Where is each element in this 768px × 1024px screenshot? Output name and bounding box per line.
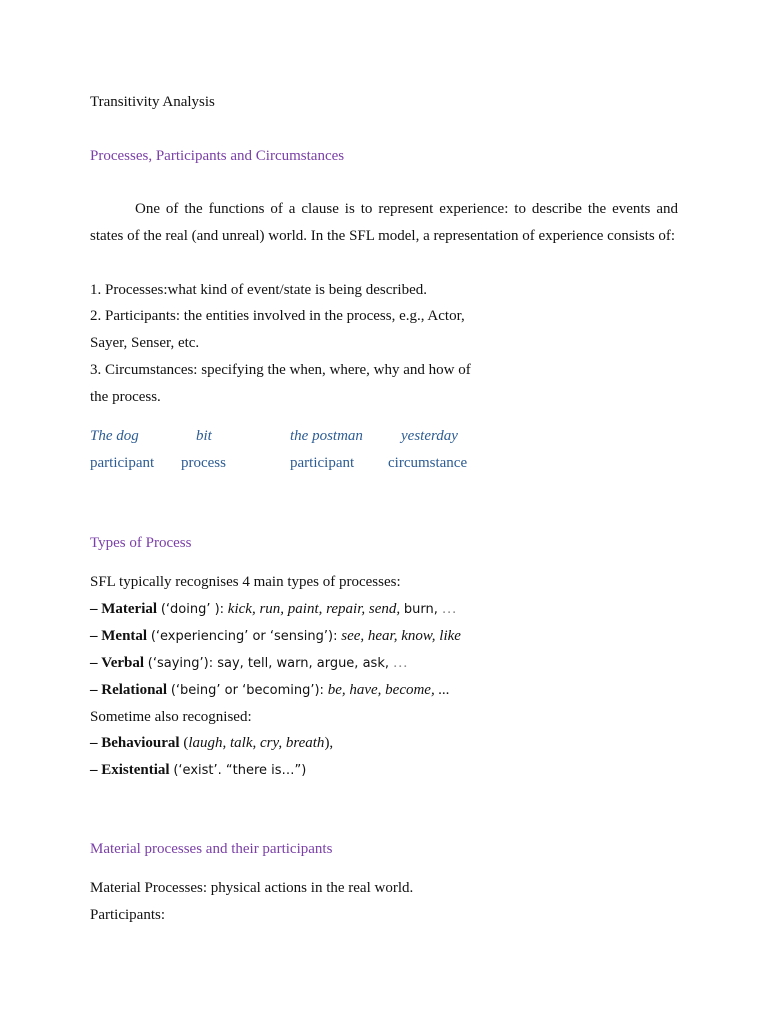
dash: – <box>90 735 98 751</box>
type-examples-relational: be, have, become, ... <box>327 682 450 698</box>
type-name-behavioural: Behavioural <box>101 735 180 751</box>
type-material <box>90 599 457 620</box>
types-intro: SFL typically recognises 4 main types of processes: <box>90 574 401 590</box>
type-mental <box>90 626 461 647</box>
type-examples-material: kick, run, paint, repair, send, <box>227 601 401 617</box>
document-title: Transitivity Analysis <box>90 94 215 110</box>
dash: – <box>90 762 98 778</box>
dash: – <box>90 601 98 617</box>
dash: – <box>90 682 98 698</box>
ellipsis: … <box>441 601 457 617</box>
example-role-participant-2: participant <box>290 455 355 471</box>
type-gloss-existential: (‘exist’. “there is…”) <box>173 763 307 778</box>
type-existential <box>90 760 306 781</box>
material-description: Material Processes: physical actions in the real world. <box>90 880 414 896</box>
section-heading-types: Types of Process <box>90 535 192 551</box>
type-gloss-material: (‘doing’ ): <box>160 602 225 617</box>
type-name-relational: Relational <box>101 682 168 698</box>
list-item-participants-cont: Sayer, Senser, etc. <box>90 335 200 351</box>
list-item-processes: 1. Processes:what kind of event/state is being described. <box>90 282 428 298</box>
ellipsis: … <box>392 655 408 671</box>
sometimes-recognised: Sometime also recognised: <box>90 709 252 725</box>
example-word-yesterday: yesterday <box>401 428 458 444</box>
example-role-process: process <box>181 455 226 471</box>
type-relational <box>90 680 450 701</box>
example-word-bit: bit <box>196 428 212 444</box>
type-extra-material: burn, <box>403 602 438 617</box>
type-examples-behavioural: laugh, talk, cry, breath <box>188 735 325 751</box>
type-behavioural <box>90 733 333 753</box>
type-name-verbal: Verbal <box>101 655 145 671</box>
paren-close: ), <box>324 735 334 751</box>
intro-paragraph <box>90 196 678 249</box>
dash: – <box>90 628 98 644</box>
section-heading-processes: Processes, Participants and Circumstances <box>90 148 345 164</box>
participants-label: Participants: <box>90 907 165 923</box>
paren-open: ( <box>183 735 189 751</box>
list-item-circumstances: 3. Circumstances: specifying the when, where, why and how of <box>90 362 471 378</box>
example-role-participant-1: participant <box>90 455 155 471</box>
type-gloss-mental: (‘experiencing’ or ‘sensing’): <box>150 629 338 644</box>
type-verbal <box>90 653 408 674</box>
list-item-circumstances-cont: the process. <box>90 389 161 405</box>
type-name-material: Material <box>101 601 158 617</box>
type-examples-mental: see, hear, know, like <box>341 628 461 644</box>
type-gloss-verbal: (‘saying’): say, tell, warn, argue, ask, <box>147 656 389 671</box>
example-role-circumstance: circumstance <box>388 455 468 471</box>
intro-paragraph-text: One of the functions of a clause is to represent experience: to describe the events and states of the real (and unreal) world. In the SFL model, a representation of experience consists of: <box>90 201 678 244</box>
dash: – <box>90 655 98 671</box>
type-name-mental: Mental <box>101 628 148 644</box>
example-word-dog: The dog <box>90 428 139 444</box>
list-item-participants: 2. Participants: the entities involved in the process, e.g., Actor, <box>90 308 465 324</box>
type-name-existential: Existential <box>101 762 170 778</box>
example-word-postman: the postman <box>290 428 363 444</box>
type-gloss-relational: (‘being’ or ‘becoming’): <box>170 683 324 698</box>
section-heading-material: Material processes and their participants <box>90 841 333 857</box>
